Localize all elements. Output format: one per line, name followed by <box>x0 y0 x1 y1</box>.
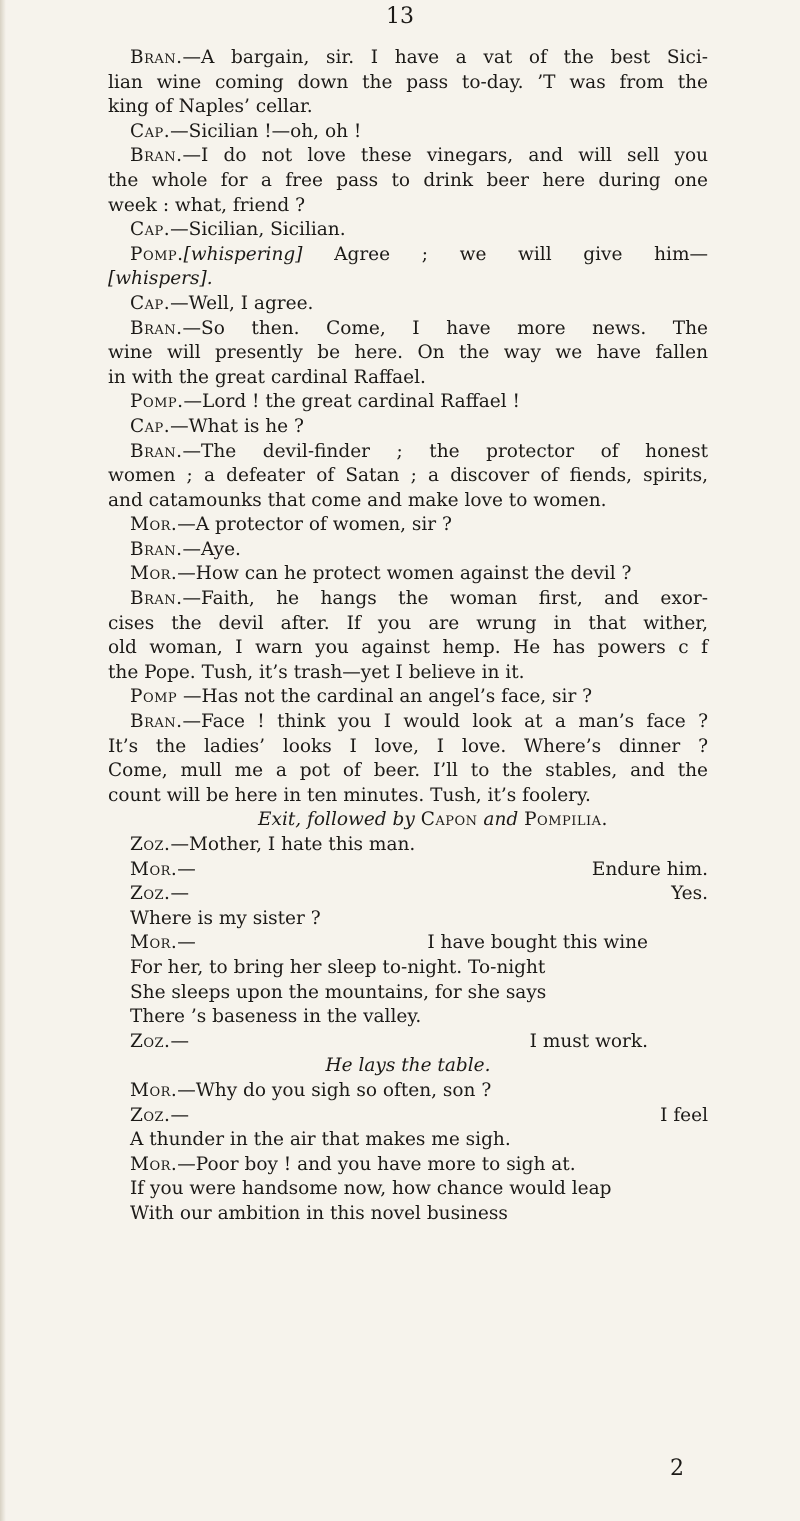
text-line <box>108 243 708 268</box>
text-line <box>108 292 708 317</box>
verse-text: I must work. <box>529 1030 648 1052</box>
line-text: king of Naples’ cellar. <box>108 96 313 118</box>
line-text: —Aye. <box>182 538 241 560</box>
text-line <box>108 267 708 292</box>
speaker-name: Cap. <box>130 219 171 241</box>
dash: — <box>170 883 189 905</box>
line-text: in with the great cardinal Raffael. <box>108 366 426 388</box>
page-number: 13 <box>386 4 414 29</box>
text-line <box>108 907 708 932</box>
verse-text: I feel <box>660 1104 708 1126</box>
stage-direction: Exit, followed by <box>258 809 421 831</box>
speaker-name: Zoz. <box>130 834 171 855</box>
text-line <box>108 317 708 342</box>
text-line <box>108 784 708 809</box>
text-line <box>108 735 708 760</box>
line-text: A thunder in the air that makes me sigh. <box>130 1129 511 1151</box>
signature-mark: 2 <box>670 1456 684 1481</box>
line-text: —A protector of women, sir ? <box>177 514 452 536</box>
dash: — <box>177 932 196 954</box>
speaker-cue <box>130 931 196 956</box>
line-text: —Mother, I hate this man. <box>170 834 416 855</box>
stage-direction: [whispering] <box>183 243 303 265</box>
text-line <box>108 956 708 981</box>
line-text: She sleeps upon the mountains, for she says <box>130 981 547 1003</box>
line-text: the Pope. Tush, it’s trash—yet I believe in it. <box>108 661 525 683</box>
character-name: Capon <box>420 809 478 831</box>
line-text: the whole for a free pass to drink beer here during one <box>108 169 708 191</box>
line-text: wine will presently be here. On the way we have fallen <box>108 342 708 364</box>
speaker-name: Bran. <box>130 711 183 733</box>
line-text: —How can he protect women against the devil ? <box>177 563 632 585</box>
text-line <box>108 1005 708 1030</box>
speaker-name: Zoz. <box>130 883 171 905</box>
speaker-name: Mor. <box>130 514 178 536</box>
page-edge-shadow <box>0 0 6 1521</box>
text-line <box>108 1030 708 1055</box>
speaker-name: Cap. <box>130 415 171 437</box>
line-text: count will be here in ten minutes. Tush, it’s foolery. <box>108 784 591 806</box>
speaker-cue <box>130 858 196 883</box>
line-text: With our ambition in this novel business <box>130 1202 508 1224</box>
speaker-name: Zoz. <box>130 1104 171 1126</box>
text-line <box>108 808 708 833</box>
text-line <box>108 931 708 956</box>
text-line <box>108 489 708 514</box>
line-text: —Why do you sigh so often, son ? <box>177 1079 492 1101</box>
line-text: —What is he ? <box>170 415 304 437</box>
line-text: Come, mull me a pot of beer. I’ll to the stables, and the <box>108 760 708 782</box>
text-line <box>108 661 708 686</box>
text-line <box>108 1128 708 1153</box>
text-line <box>108 833 708 858</box>
text-line <box>108 366 708 391</box>
text-line <box>108 562 708 587</box>
line-text: week : what, friend ? <box>108 194 306 216</box>
text-line <box>108 858 708 883</box>
speaker-name: Bran. <box>130 440 183 462</box>
character-name: Pompilia. <box>524 809 608 831</box>
line-text: —Sicilian, Sicilian. <box>170 219 346 241</box>
text-line <box>108 981 708 1006</box>
speaker-name: Zoz. <box>130 1030 171 1052</box>
dash: — <box>170 1104 189 1126</box>
line-text: —Face ! think you I would look at a man’s face ? <box>182 711 708 733</box>
line-text: —So then. Come, I have more news. The <box>182 317 708 339</box>
line-text: cises the devil after. If you are wrung in that wither, <box>108 612 708 634</box>
line-text: old woman, I warn you against hemp. He has powers c f <box>108 637 708 659</box>
line-text: —The devil-finder ; the protector of honest <box>182 440 708 462</box>
speaker-name: Mor. <box>130 563 178 585</box>
text-line <box>108 587 708 612</box>
text-line <box>108 194 708 219</box>
speaker-name: Cap. <box>130 292 171 314</box>
line-text: There ’s baseness in the valley. <box>130 1006 422 1028</box>
speaker-name: Bran. <box>130 47 183 68</box>
line-text: For her, to bring her sleep to-night. To-night <box>130 956 546 978</box>
line-text: —Lord ! the great cardinal Raffael ! <box>183 391 520 413</box>
text-line <box>108 390 708 415</box>
speaker-name: Pomp <box>130 686 178 708</box>
verse-text: Endure him. <box>591 858 708 880</box>
line-text: —Well, I agree. <box>170 292 314 314</box>
line-text: women ; a defeater of Satan ; a discover of fiends, spirits, <box>108 465 708 487</box>
speaker-cue <box>130 882 189 907</box>
line-text: lian wine coming down the pass to-day. ’T was from the <box>108 71 708 93</box>
text-line <box>108 71 708 96</box>
line-text: —Has not the cardinal an angel’s face, sir ? <box>177 686 593 708</box>
dash: — <box>170 1030 189 1052</box>
text-line <box>108 759 708 784</box>
text-line <box>108 685 708 710</box>
speaker-name: Mor. <box>130 858 178 880</box>
text-line <box>108 169 708 194</box>
verse-text: I have bought this wine <box>427 932 648 954</box>
text-line <box>108 1177 708 1202</box>
speaker-name: Mor. <box>130 932 178 954</box>
text-line <box>108 1202 708 1227</box>
text-line <box>108 144 708 169</box>
text-line <box>108 882 708 907</box>
text-line <box>108 464 708 489</box>
text-line <box>108 1153 708 1178</box>
speaker-name: Bran. <box>130 145 183 167</box>
line-text: —Faith, he hangs the woman first, and exor- <box>182 588 708 610</box>
speaker-name: Mor. <box>130 1153 178 1175</box>
text-line <box>108 538 708 563</box>
line-text: —Sicilian !—oh, oh ! <box>170 120 362 142</box>
text-line <box>108 95 708 120</box>
text-line <box>108 513 708 538</box>
line-text: If you were handsome now, how chance would leap <box>130 1178 612 1200</box>
text-line <box>108 1054 708 1079</box>
text-line <box>108 636 708 661</box>
text-line <box>108 341 708 366</box>
text-line <box>108 218 708 243</box>
speaker-name: Bran. <box>130 317 183 339</box>
speaker-name: Pomp. <box>130 391 184 413</box>
text-line <box>108 120 708 145</box>
line-text: Agree ; we will give him— <box>302 243 708 265</box>
speaker-name: Bran. <box>130 538 183 560</box>
speaker-name: Bran. <box>130 588 183 610</box>
line-text: It’s the ladies’ looks I love, I love. Where’s dinner ? <box>108 735 708 757</box>
speaker-name: Cap. <box>130 120 171 142</box>
play-text <box>108 46 708 1227</box>
line-text: [whispers]. <box>108 268 213 290</box>
text-line <box>108 612 708 637</box>
speaker-name: Pomp. <box>130 243 184 265</box>
line-text: —Poor boy ! and you have more to sigh at. <box>177 1153 576 1175</box>
text-line <box>108 46 708 71</box>
verse-text: Yes. <box>671 883 708 905</box>
text-line <box>108 1104 708 1129</box>
speaker-cue <box>130 1030 189 1055</box>
text-line <box>108 710 708 735</box>
line-text: and catamounks that come and make love to women. <box>108 489 607 511</box>
line-text: Where is my sister ? <box>130 907 321 929</box>
text-line <box>108 415 708 440</box>
line-text: —I do not love these vinegars, and will sell you <box>182 145 708 167</box>
text-line <box>108 440 708 465</box>
stage-direction: He lays the table. <box>325 1055 491 1077</box>
text-line <box>108 1079 708 1104</box>
speaker-name: Mor. <box>130 1079 178 1101</box>
line-text: —A bargain, sir. I have a vat of the best Sici- <box>182 47 708 68</box>
stage-direction: and <box>477 809 525 831</box>
speaker-cue <box>130 1104 189 1129</box>
dash: — <box>177 858 196 880</box>
